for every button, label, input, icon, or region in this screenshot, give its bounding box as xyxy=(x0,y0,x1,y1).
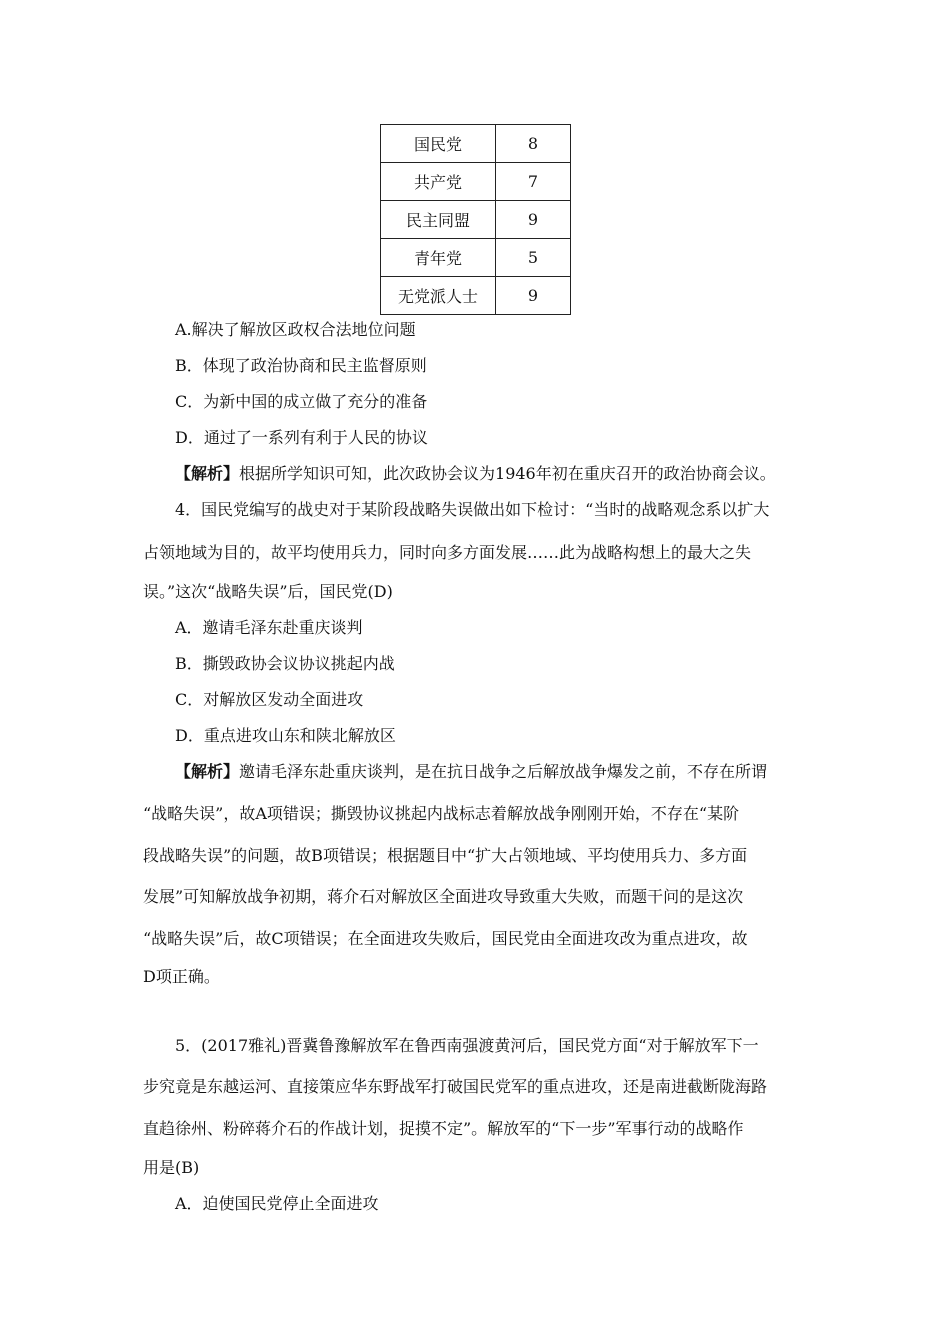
q4-stem-line: 4．国民党编写的战史对于某阶段战略失误做出如下检讨：“当时的战略观念系以扩大 xyxy=(175,500,770,519)
seats-cell: 9 xyxy=(496,201,571,239)
table-row xyxy=(381,201,571,239)
party-cell: 无党派人士 xyxy=(381,277,496,315)
q5-option-a: A．迫使国民党停止全面进攻 xyxy=(175,1194,379,1213)
q3-option-c: C．为新中国的成立做了充分的准备 xyxy=(175,392,428,411)
seat-table xyxy=(380,124,571,315)
analysis-text: 根据所学知识可知，此次政协会议为1946年初在重庆召开的政治协商会议。 xyxy=(239,464,776,483)
q4-option-d: D．重点进攻山东和陕北解放区 xyxy=(175,726,396,745)
party-cell: 民主同盟 xyxy=(381,201,496,239)
table-row xyxy=(381,239,571,277)
q4-analysis-line: 发展”可知解放战争初期，蒋介石对解放区全面进攻导致重大失败，而题干问的是这次 xyxy=(143,887,744,906)
q4-stem-line: 占领地域为目的，故平均使用兵力，同时向多方面发展……此为战略构想上的最大之失 xyxy=(143,543,752,562)
q3-analysis xyxy=(175,464,776,484)
table-row xyxy=(381,125,571,163)
analysis-label: 【解析】 xyxy=(175,762,240,781)
q4-analysis-line: “战略失误”后，故C项错误；在全面进攻失败后，国民党由全面进攻改为重点进攻，故 xyxy=(143,929,748,948)
q4-stem-line: 误。”这次“战略失误”后，国民党(D) xyxy=(143,582,393,601)
seats-cell: 9 xyxy=(496,277,571,315)
party-cell: 青年党 xyxy=(381,239,496,277)
q5-stem-line: 用是(B) xyxy=(143,1158,200,1177)
q4-option-c: C．对解放区发动全面进攻 xyxy=(175,690,364,709)
q4-analysis-line: 段战略失误”的问题，故B项错误；根据题目中“扩大占领地域、平均使用兵力、多方面 xyxy=(143,846,748,865)
q4-analysis-line: “战略失误”，故A项错误；撕毁协议挑起内战标志着解放战争刚刚开始，不存在“某阶 xyxy=(143,804,740,823)
q3-option-a: A.解决了解放区政权合法地位问题 xyxy=(175,320,416,339)
q4-analysis xyxy=(175,762,767,782)
q3-option-b: B．体现了政治协商和民主监督原则 xyxy=(175,356,427,375)
table-row xyxy=(381,277,571,315)
party-cell: 共产党 xyxy=(381,163,496,201)
q4-option-b: B．撕毁政协会议协议挑起内战 xyxy=(175,654,395,673)
q4-analysis-line: D项正确。 xyxy=(143,967,220,986)
analysis-text: 邀请毛泽东赴重庆谈判，是在抗日战争之后解放战争爆发之前，不存在所谓 xyxy=(239,762,768,781)
table-row xyxy=(381,163,571,201)
q4-option-a: A．邀请毛泽东赴重庆谈判 xyxy=(175,618,363,637)
analysis-label: 【解析】 xyxy=(175,464,240,483)
seats-cell: 5 xyxy=(496,239,571,277)
q5-stem-line: 5．(2017雅礼)晋冀鲁豫解放军在鲁西南强渡黄河后，国民党方面“对于解放军下一 xyxy=(175,1036,759,1055)
q5-stem-line: 直趋徐州、粉碎蒋介石的作战计划，捉摸不定”。解放军的“下一步”军事行动的战略作 xyxy=(143,1119,744,1138)
q3-option-d: D．通过了一系列有利于人民的协议 xyxy=(175,428,428,447)
party-cell: 国民党 xyxy=(381,125,496,163)
seats-cell: 8 xyxy=(496,125,571,163)
seats-cell: 7 xyxy=(496,163,571,201)
q5-stem-line: 步究竟是东越运河、直接策应华东野战军打破国民党军的重点进攻，还是南进截断陇海路 xyxy=(143,1077,768,1096)
